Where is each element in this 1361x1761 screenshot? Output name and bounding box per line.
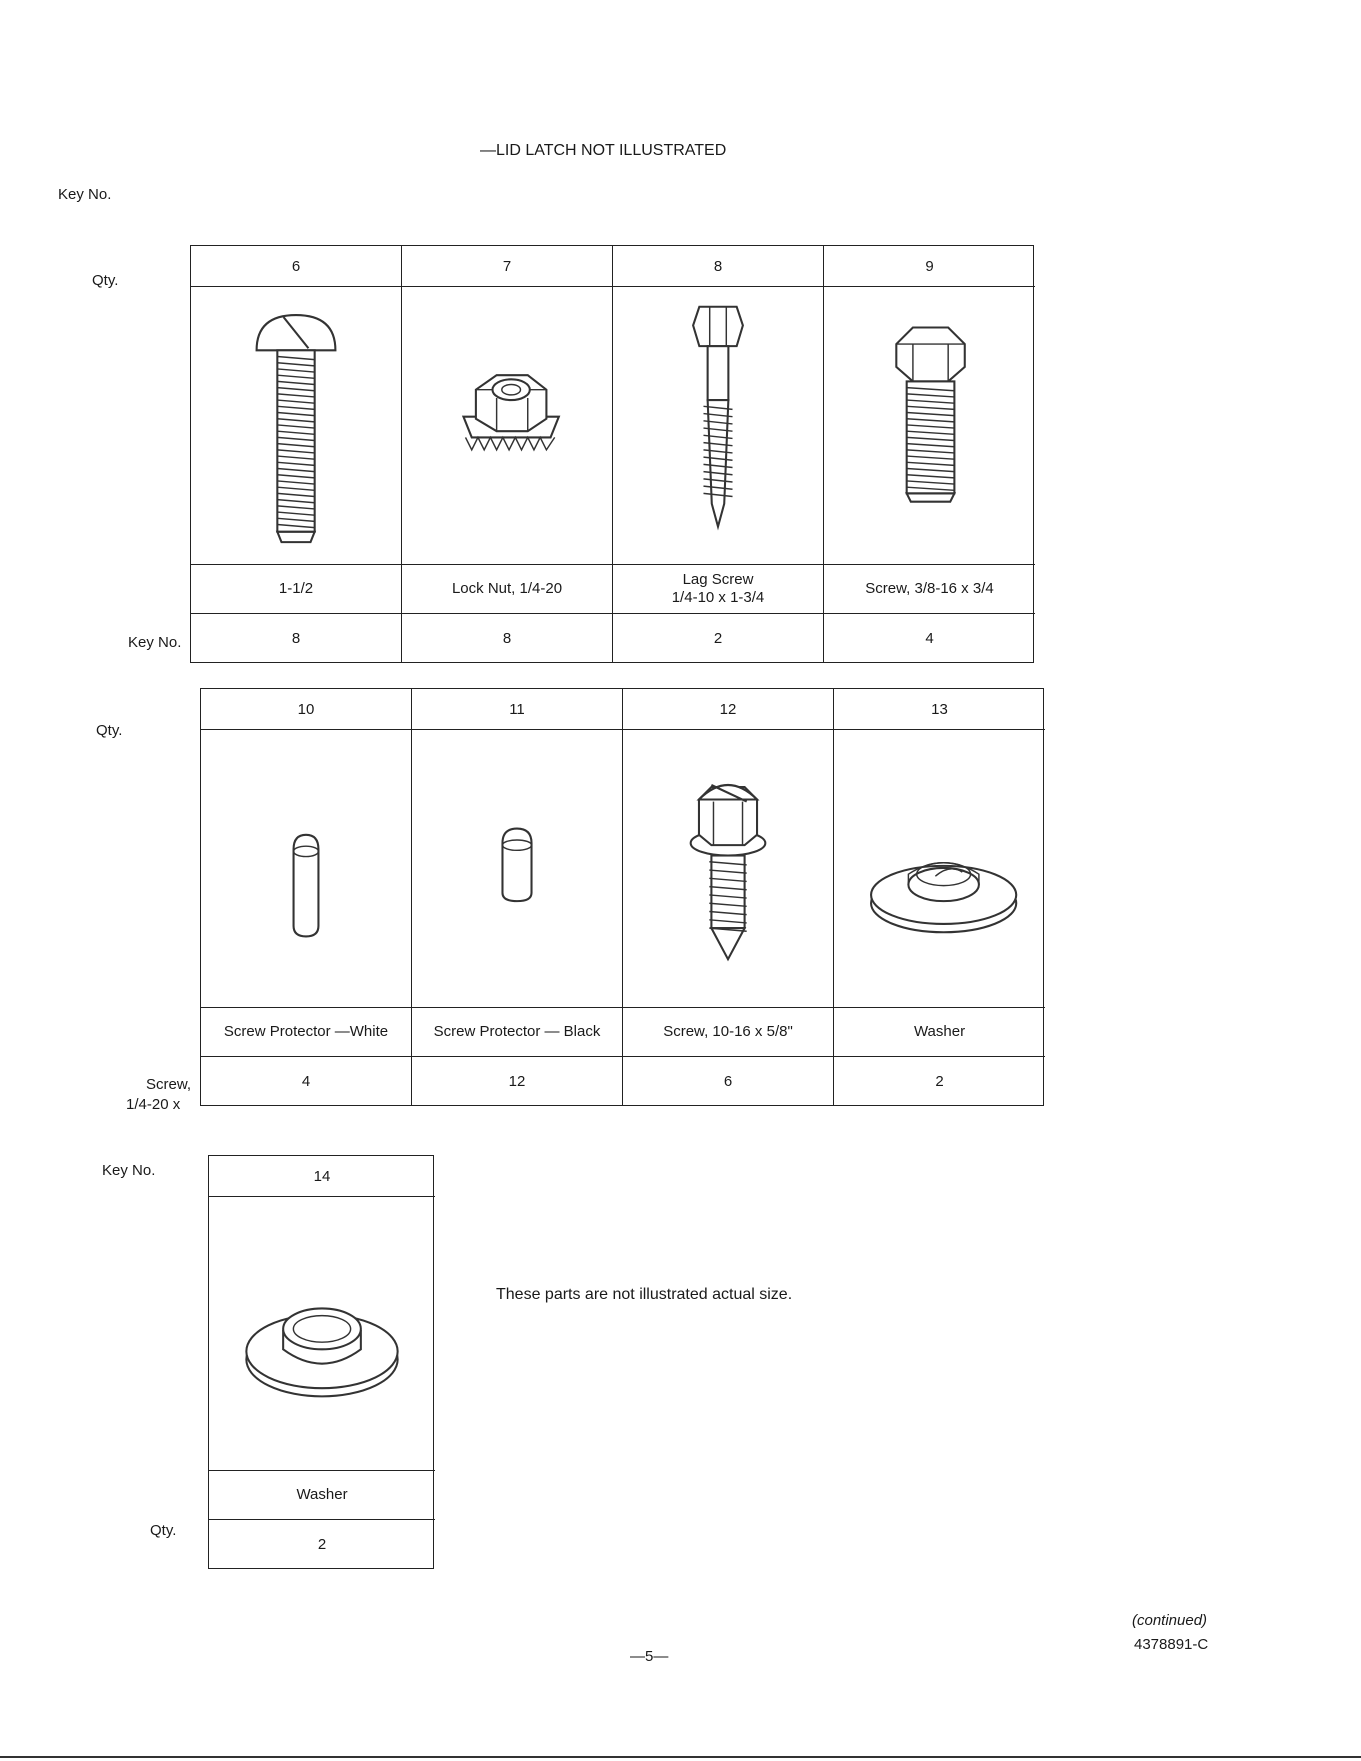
document-number: 4378891-C: [1134, 1636, 1209, 1653]
screw-label: Screw,: [146, 1076, 192, 1093]
part-description: Lag Screw 1/4-10 x 1-3/4: [613, 564, 823, 614]
key-number: 9: [824, 246, 1035, 287]
page-edge: [0, 1756, 1361, 1758]
part-description: Washer: [834, 1007, 1045, 1057]
parts-table-1: [190, 245, 1034, 663]
part-description: 1-1/2: [191, 564, 401, 614]
part-description: Screw, 10-16 x 5/8": [623, 1007, 833, 1057]
part-cell-8: [613, 246, 824, 662]
key-number: 8: [613, 246, 823, 287]
round-head-screw-icon: [191, 286, 401, 566]
key-no-label: Key No.: [128, 634, 182, 651]
qty-label: Qty.: [96, 722, 123, 739]
part-quantity: 8: [502, 629, 512, 647]
parts-table-2: [200, 688, 1044, 1106]
key-number: 14: [209, 1156, 435, 1197]
part-quantity: 2: [935, 1072, 944, 1090]
part-quantity: 2: [713, 629, 723, 647]
screw-protector-black-icon: [412, 729, 622, 1009]
part-quantity: 12: [508, 1072, 526, 1090]
part-description: Screw, 3/8-16 x 3/4: [824, 564, 1035, 614]
page-number: —5—: [630, 1648, 669, 1665]
key-number: 12: [623, 689, 833, 730]
size-note: These parts are not illustrated actual size.: [496, 1286, 793, 1303]
key-no-label: Key No.: [102, 1162, 156, 1179]
key-number: 6: [191, 246, 401, 287]
key-number: 11: [412, 689, 622, 730]
part-description: Screw Protector — Black: [412, 1007, 622, 1057]
screw-protector-white-icon: [201, 729, 411, 1009]
lag-screw-icon: [613, 286, 823, 566]
hex-bolt-icon: [824, 286, 1035, 566]
part-quantity: 6: [723, 1072, 733, 1090]
part-quantity: 2: [317, 1535, 327, 1553]
key-number: 10: [201, 689, 411, 730]
washer-icon: [209, 1196, 435, 1472]
part-cell-11: [412, 689, 623, 1105]
page-title: —LID LATCH NOT ILLUSTRATED: [480, 142, 727, 159]
part-quantity: 8: [291, 629, 301, 647]
part-cell-9: [824, 246, 1035, 662]
continued-label: (continued): [1132, 1612, 1208, 1629]
part-description: Lock Nut, 1/4-20: [402, 564, 612, 614]
key-number: 7: [402, 246, 612, 287]
hex-washer-screw-icon: [623, 729, 833, 1009]
part-cell-10: [201, 689, 412, 1105]
part-cell-12: [623, 689, 834, 1105]
part-description: Washer: [209, 1470, 435, 1520]
part-quantity: 4: [925, 629, 934, 647]
key-number: 13: [834, 689, 1045, 730]
part-quantity: 4: [301, 1072, 311, 1090]
part-cell-13: [834, 689, 1045, 1105]
part-description: Screw Protector —White: [201, 1007, 411, 1057]
key-no-label: Key No.: [58, 186, 112, 203]
part-cell-6: [191, 246, 402, 662]
qty-label: Qty.: [92, 272, 119, 289]
lock-nut-icon: [402, 286, 612, 566]
spring-washer-icon: [834, 729, 1045, 1009]
parts-table-3: [208, 1155, 434, 1569]
screw-size-label: 1/4-20 x: [126, 1096, 181, 1113]
qty-label: Qty.: [150, 1522, 177, 1539]
part-cell-14: [209, 1156, 435, 1568]
part-cell-7: [402, 246, 613, 662]
